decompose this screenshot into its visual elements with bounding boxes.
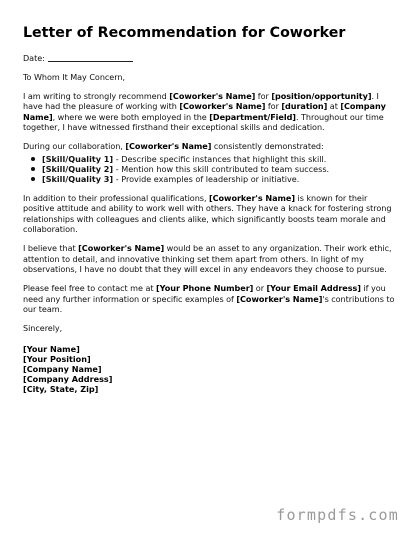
placeholder-coworker-name: [Coworker's Name] — [209, 192, 295, 203]
text: - Mention how this skill contributed to team success. — [113, 163, 330, 174]
list-item — [42, 174, 401, 184]
text: if you need any further information or specific examples of — [23, 283, 386, 304]
page-title: Letter of Recommendation for Coworker — [23, 25, 346, 41]
placeholder-email: [Your Email Address] — [266, 283, 361, 294]
text: for — [265, 101, 282, 112]
qualities-list — [23, 154, 401, 185]
placeholder-coworker-name: [Coworker's Name] — [236, 293, 323, 304]
text: would be an asset to any organization. Their work ethic, attention to detail, and innovative thinking set them apart from others. In light of my observations, I have no doubt that they will excel in any endeavors they choose to pursue. — [23, 243, 392, 275]
bullet-icon — [31, 157, 35, 161]
placeholder-coworker-name: [Coworker's Name] — [78, 243, 165, 254]
watermark-text: formpdfs.com — [276, 506, 399, 524]
text: for — [255, 90, 272, 101]
text: consistently demonstrated: — [211, 141, 324, 152]
text: - Describe specific instances that highlight this skill. — [113, 153, 327, 164]
salutation: To Whom It May Concern, — [23, 71, 125, 82]
text: is known for their positive attitude and ability to work well with others. They have a knack for fostering strong relationships with colleagues and clients alike, which significantly boosts team morale and collaboration. — [23, 192, 392, 235]
text: Please feel free to contact me at — [23, 283, 157, 294]
date-blank-field[interactable] — [48, 53, 133, 62]
list-item — [42, 154, 401, 164]
placeholder-skill: [Skill/Quality 3] — [42, 174, 114, 185]
bullet-icon — [31, 167, 35, 171]
date-line — [23, 53, 401, 64]
letter-page — [23, 24, 401, 395]
paragraph-intro — [23, 91, 401, 133]
placeholder-coworker-name: [Coworker's Name] — [179, 101, 266, 112]
placeholder-position: [position/opportunity] — [271, 90, 372, 101]
text: 's contributions to our team. — [23, 293, 395, 315]
paragraph-contact — [23, 283, 401, 315]
paragraph-attitude — [23, 193, 401, 235]
signature-company: [Company Name] — [23, 364, 102, 375]
text: I believe that — [23, 243, 79, 254]
placeholder-duration: [duration] — [281, 101, 328, 112]
bullet-icon — [31, 177, 35, 181]
list-item — [42, 164, 401, 174]
signature-block — [23, 344, 401, 395]
text: or — [253, 283, 267, 294]
text: at — [327, 101, 341, 112]
signature-address: [Company Address] — [23, 374, 113, 385]
text: I am writing to strongly recommend — [23, 90, 170, 101]
placeholder-company-name: [Company Name] — [23, 101, 386, 122]
placeholder-skill: [Skill/Quality 2] — [42, 163, 114, 174]
text: During our collaboration, — [23, 141, 126, 152]
placeholder-department: [Department/Field] — [209, 111, 296, 122]
text: , where we were both employed in the — [52, 111, 210, 122]
paragraph-asset — [23, 243, 401, 275]
placeholder-phone: [Your Phone Number] — [156, 283, 254, 294]
paragraph-collaboration — [23, 141, 401, 152]
signature-name: [Your Name] — [23, 343, 80, 354]
text: . I have had the pleasure of working with — [23, 90, 379, 112]
placeholder-coworker-name: [Coworker's Name] — [125, 141, 212, 152]
closing: Sincerely, — [23, 323, 63, 334]
signature-city: [City, State, Zip] — [23, 384, 99, 395]
signature-position: [Your Position] — [23, 353, 91, 364]
date-label: Date: — [23, 53, 45, 63]
placeholder-coworker-name: [Coworker's Name] — [169, 90, 256, 101]
placeholder-skill: [Skill/Quality 1] — [42, 153, 114, 164]
text: - Provide examples of leadership or initiative. — [113, 174, 300, 185]
text: . Throughout our time together, I have witnessed firsthand their exceptional skills and dedication. — [23, 111, 384, 133]
text: In addition to their professional qualifications, — [23, 192, 209, 203]
